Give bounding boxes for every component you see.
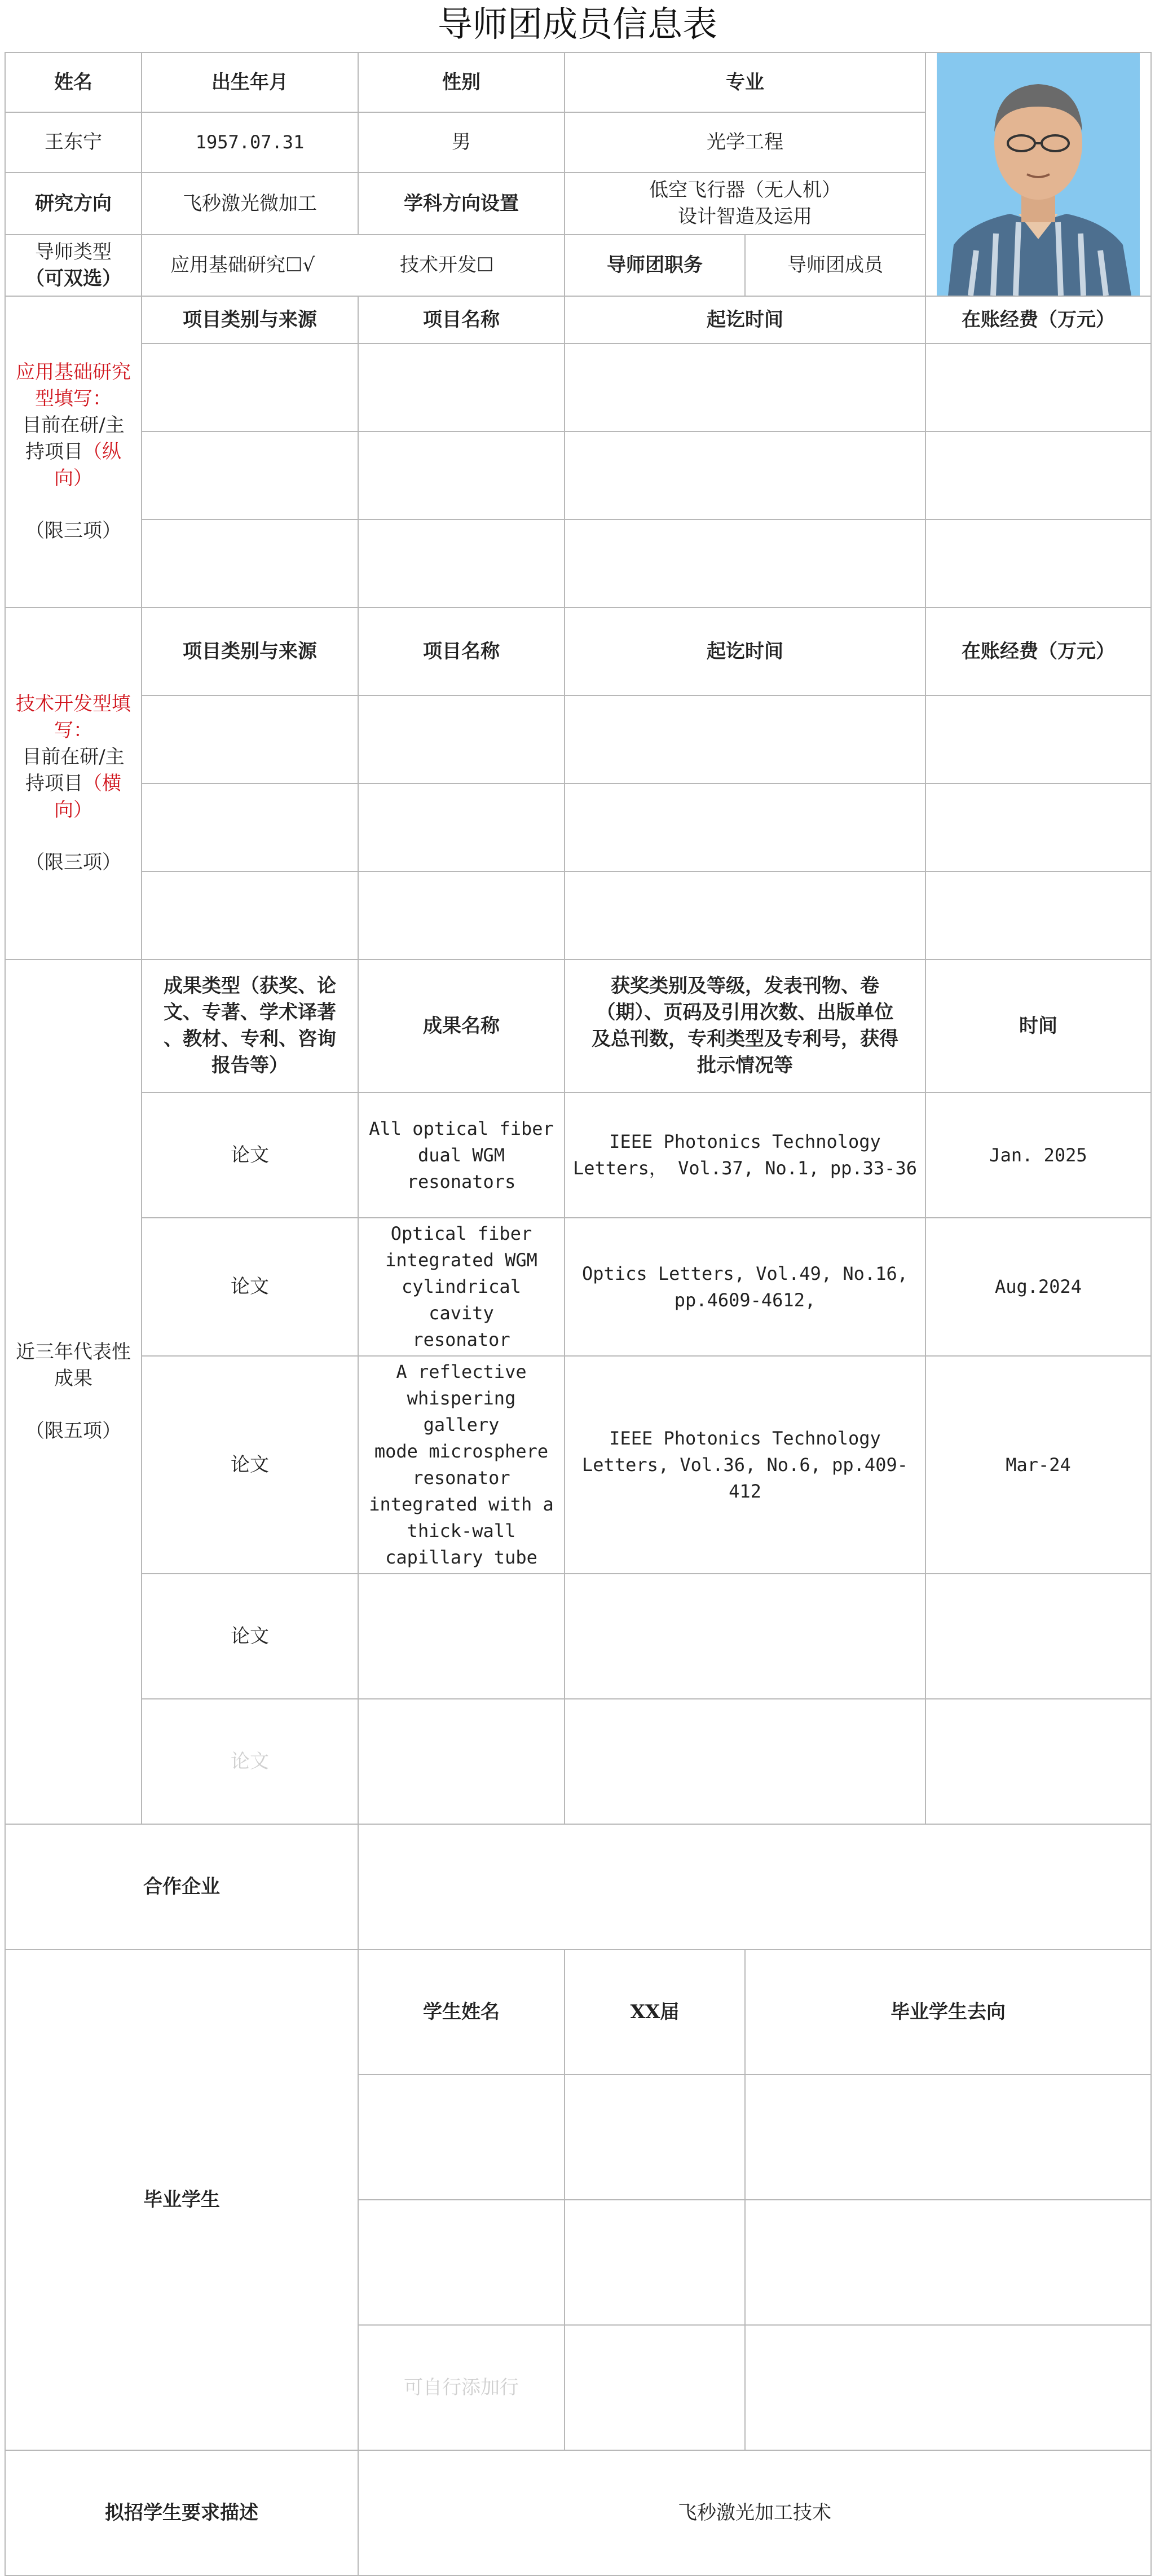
- applied-cell[interactable]: [142, 344, 358, 431]
- mentor-type-label: [5, 235, 142, 296]
- achievement-name: [358, 1093, 565, 1218]
- applied-label-line-4: [11, 439, 135, 465]
- applied-header-source: 项目类别与来源: [142, 296, 358, 344]
- tech-cell[interactable]: [358, 871, 565, 959]
- applied-header-funds: 在账经费（万元）: [925, 296, 1151, 344]
- applied-limit: （限三项）: [25, 519, 121, 542]
- graduate-cell[interactable]: [565, 2325, 745, 2450]
- tech-label-line-2: 写：: [54, 719, 92, 742]
- photo-cell: [925, 52, 1151, 296]
- name-value: 王东宁: [5, 112, 142, 172]
- tech-cell[interactable]: [142, 695, 358, 783]
- applied-label-line-4-text: 持项目: [25, 441, 83, 463]
- achievements-limit: （限五项）: [25, 1420, 121, 1442]
- achievements-header-type-line: 、教材、专利、咨询: [164, 1028, 336, 1050]
- achievement-detail-line: Letters, Vol.36, No.6, pp.409-412: [582, 1454, 908, 1502]
- achievement-detail: [565, 1356, 925, 1574]
- applied-cell[interactable]: [925, 519, 1151, 607]
- applied-header-period: 起讫时间: [565, 296, 925, 344]
- achievement-name-line: Optical fiber: [390, 1223, 532, 1244]
- tech-cell[interactable]: [142, 871, 358, 959]
- research-label: 研究方向: [5, 173, 142, 235]
- gender-label: 性别: [358, 52, 565, 112]
- tech-cell[interactable]: [358, 695, 565, 783]
- applied-row: [5, 519, 1151, 607]
- tech-header-source: 项目类别与来源: [142, 607, 358, 695]
- mentor-type-options: [142, 235, 565, 296]
- mentor-type-label-line-1: 导师类型: [35, 240, 112, 263]
- achievement-type: 论文: [142, 1356, 358, 1574]
- achievement-type: 论文: [142, 1093, 358, 1218]
- achievement-name-line: dual WGM: [417, 1144, 505, 1166]
- requirement-label: 拟招学生要求描述: [5, 2450, 358, 2575]
- achievement-type: 论文: [142, 1699, 358, 1824]
- achievement-row: [5, 1574, 1151, 1699]
- achievement-row: [5, 1356, 1151, 1574]
- graduate-cell[interactable]: [745, 2200, 1151, 2325]
- applied-header-name: 项目名称: [358, 296, 565, 344]
- discipline-value: [565, 173, 925, 235]
- applied-cell[interactable]: [565, 344, 925, 431]
- achievement-row: [5, 1093, 1151, 1218]
- achievement-detail[interactable]: [565, 1574, 925, 1699]
- tech-label-line-5: 向）: [54, 799, 92, 821]
- partner-label: 合作企业: [5, 1824, 358, 1949]
- achievement-row: [5, 1218, 1151, 1356]
- page-title: 导师团成员信息表: [437, 3, 717, 45]
- achievement-name-line: whispering gallery: [407, 1388, 516, 1435]
- tech-label-line-1: 技术开发型填: [16, 693, 131, 715]
- achievement-name-line: cylindrical cavity: [402, 1276, 521, 1324]
- tech-header-period: 起讫时间: [565, 607, 925, 695]
- achievement-name-line: mode microsphere: [374, 1441, 549, 1462]
- tech-cell[interactable]: [565, 695, 925, 783]
- tech-section-label: [5, 607, 142, 959]
- discipline-label: 学科方向设置: [358, 173, 565, 235]
- applied-label-line-3: 目前在研/主: [22, 414, 125, 437]
- team-role-label: 导师团职务: [565, 235, 745, 296]
- requirement-value: 飞秒激光加工技术: [358, 2450, 1151, 2575]
- tech-cell[interactable]: [358, 783, 565, 871]
- applied-cell[interactable]: [925, 344, 1151, 431]
- name-label: 姓名: [5, 52, 142, 112]
- achievement-name[interactable]: [358, 1574, 565, 1699]
- tech-row: [5, 783, 1151, 871]
- discipline-line-2: 设计智造及运用: [678, 205, 812, 228]
- applied-research-checkbox[interactable]: 应用基础研究☐√: [170, 254, 315, 277]
- achievement-name: [358, 1218, 565, 1356]
- achievement-time: Mar-24: [925, 1356, 1151, 1574]
- achievements-header-detail-line: 获奖类别及等级，发表刊物、卷: [611, 975, 879, 997]
- achievements-label-line-1: 近三年代表性: [16, 1341, 131, 1363]
- applied-row: [5, 344, 1151, 431]
- tech-cell[interactable]: [142, 783, 358, 871]
- applied-cell[interactable]: [565, 519, 925, 607]
- tech-header-funds: 在账经费（万元）: [925, 607, 1151, 695]
- achievement-detail: [565, 1218, 925, 1356]
- achievement-detail-line: IEEE Photonics Technology: [609, 1131, 881, 1152]
- add-row-hint: 可自行添加行: [358, 2325, 565, 2450]
- achievements-header-name: 成果名称: [358, 959, 565, 1093]
- tech-label-line-3: 目前在研/主: [22, 746, 125, 768]
- tech-development-checkbox[interactable]: 技术开发☐: [399, 254, 494, 277]
- tech-row: [5, 695, 1151, 783]
- achievements-header-type-line: 成果类型（获奖、论: [164, 975, 336, 997]
- graduates-header-destination: 毕业学生去向: [745, 1949, 1151, 2075]
- achievement-name: [358, 1356, 565, 1574]
- tech-cell[interactable]: [925, 695, 1151, 783]
- tech-cell[interactable]: [925, 871, 1151, 959]
- graduates-header-name: 学生姓名: [358, 1949, 565, 2075]
- applied-cell[interactable]: [142, 431, 358, 519]
- achievement-name-line: All optical fiber: [369, 1117, 554, 1139]
- achievement-detail-line: Letters， Vol.37, No.1, pp.33-36: [573, 1157, 917, 1179]
- applied-cell[interactable]: [358, 519, 565, 607]
- tech-cell[interactable]: [565, 871, 925, 959]
- achievement-time: Jan. 2025: [925, 1093, 1151, 1218]
- birth-value: 1957.07.31: [142, 112, 358, 172]
- graduate-cell[interactable]: [565, 2075, 745, 2200]
- team-role-value: 导师团成员: [745, 235, 925, 296]
- applied-cell[interactable]: [358, 344, 565, 431]
- applied-row: [5, 431, 1151, 519]
- graduate-cell[interactable]: [358, 2200, 565, 2325]
- graduate-cell[interactable]: [358, 2075, 565, 2200]
- achievement-name-line: A reflective: [396, 1361, 527, 1382]
- graduate-cell[interactable]: [745, 2325, 1151, 2450]
- achievement-name-line: integrated with a: [369, 1494, 554, 1515]
- applied-cell[interactable]: [142, 519, 358, 607]
- graduates-header-class: XX届: [565, 1949, 745, 2075]
- applied-cell[interactable]: [565, 431, 925, 519]
- applied-label-line-5: 向）: [54, 467, 92, 490]
- research-value: 飞秒激光微加工: [142, 173, 358, 235]
- birth-label: 出生年月: [142, 52, 358, 112]
- achievement-name-line: thick-wall: [407, 1520, 516, 1542]
- tech-cell[interactable]: [565, 783, 925, 871]
- achievements-label-line-2: 成果: [54, 1367, 92, 1390]
- achievements-header-detail-line: 及总刊数，专利类型及专利号，获得: [592, 1028, 898, 1050]
- achievement-name-line: integrated WGM: [385, 1249, 537, 1271]
- applied-cell[interactable]: [358, 431, 565, 519]
- tech-label-line-4: [11, 770, 135, 797]
- achievement-detail-line: IEEE Photonics Technology: [609, 1427, 881, 1449]
- portrait-photo: [937, 53, 1140, 296]
- tech-row: [5, 871, 1151, 959]
- gender-value: 男: [358, 112, 565, 172]
- achievements-header-detail-line: 批示情况等: [697, 1054, 793, 1077]
- achievement-name-line: resonator: [412, 1329, 510, 1350]
- applied-label-line-1: 应用基础研究: [16, 361, 131, 384]
- achievement-time[interactable]: [925, 1574, 1151, 1699]
- major-value: 光学工程: [565, 112, 925, 172]
- graduate-cell[interactable]: [745, 2075, 1151, 2200]
- tech-label-line-4-text: 持项目: [25, 772, 83, 795]
- tech-cell[interactable]: [925, 783, 1151, 871]
- applied-label-line-4-suffix: （纵: [83, 441, 121, 463]
- achievement-time[interactable]: [925, 1699, 1151, 1824]
- applied-label-line-2: 型填写：: [35, 387, 112, 410]
- tech-limit: （限三项）: [25, 851, 121, 874]
- info-table: [5, 52, 1152, 2576]
- achievement-name-line: resonator: [412, 1467, 510, 1489]
- graduate-cell[interactable]: [565, 2200, 745, 2325]
- achievement-detail: [565, 1093, 925, 1218]
- achievement-detail-line: Optics Letters, Vol.49, No.16,: [582, 1262, 908, 1284]
- partner-value[interactable]: [358, 1824, 1151, 1949]
- discipline-line-1: 低空飞行器（无人机）: [649, 179, 841, 202]
- achievements-header-time: 时间: [925, 959, 1151, 1093]
- mentor-type-label-line-2: （可双选）: [25, 267, 121, 290]
- applied-section-label: [5, 296, 142, 607]
- achievement-type: 论文: [142, 1574, 358, 1699]
- achievements-header-type-line: 报告等）: [211, 1054, 288, 1077]
- achievements-header-type-line: 文、专著、学术译著: [164, 1001, 336, 1024]
- achievement-detail[interactable]: [565, 1699, 925, 1824]
- achievement-row: [5, 1699, 1151, 1824]
- achievement-type: 论文: [142, 1218, 358, 1356]
- applied-cell[interactable]: [925, 431, 1151, 519]
- achievement-name-line: resonators: [407, 1170, 516, 1192]
- achievement-name[interactable]: [358, 1699, 565, 1824]
- major-label: 专业: [565, 52, 925, 112]
- achievement-name-line: capillary tube: [385, 1547, 537, 1568]
- achievements-section-label: [5, 959, 142, 1824]
- tech-header-name: 项目名称: [358, 607, 565, 695]
- achievements-header-detail-line: （期）、页码及引用次数、出版单位: [596, 1001, 894, 1024]
- achievements-header-type: [142, 959, 358, 1093]
- tech-label-line-4-suffix: （横: [83, 772, 121, 795]
- achievement-detail-line: pp.4609-4612,: [674, 1289, 816, 1311]
- graduates-label: 毕业学生: [5, 1949, 358, 2450]
- achievements-header-detail: [565, 959, 925, 1093]
- achievement-time: Aug.2024: [925, 1218, 1151, 1356]
